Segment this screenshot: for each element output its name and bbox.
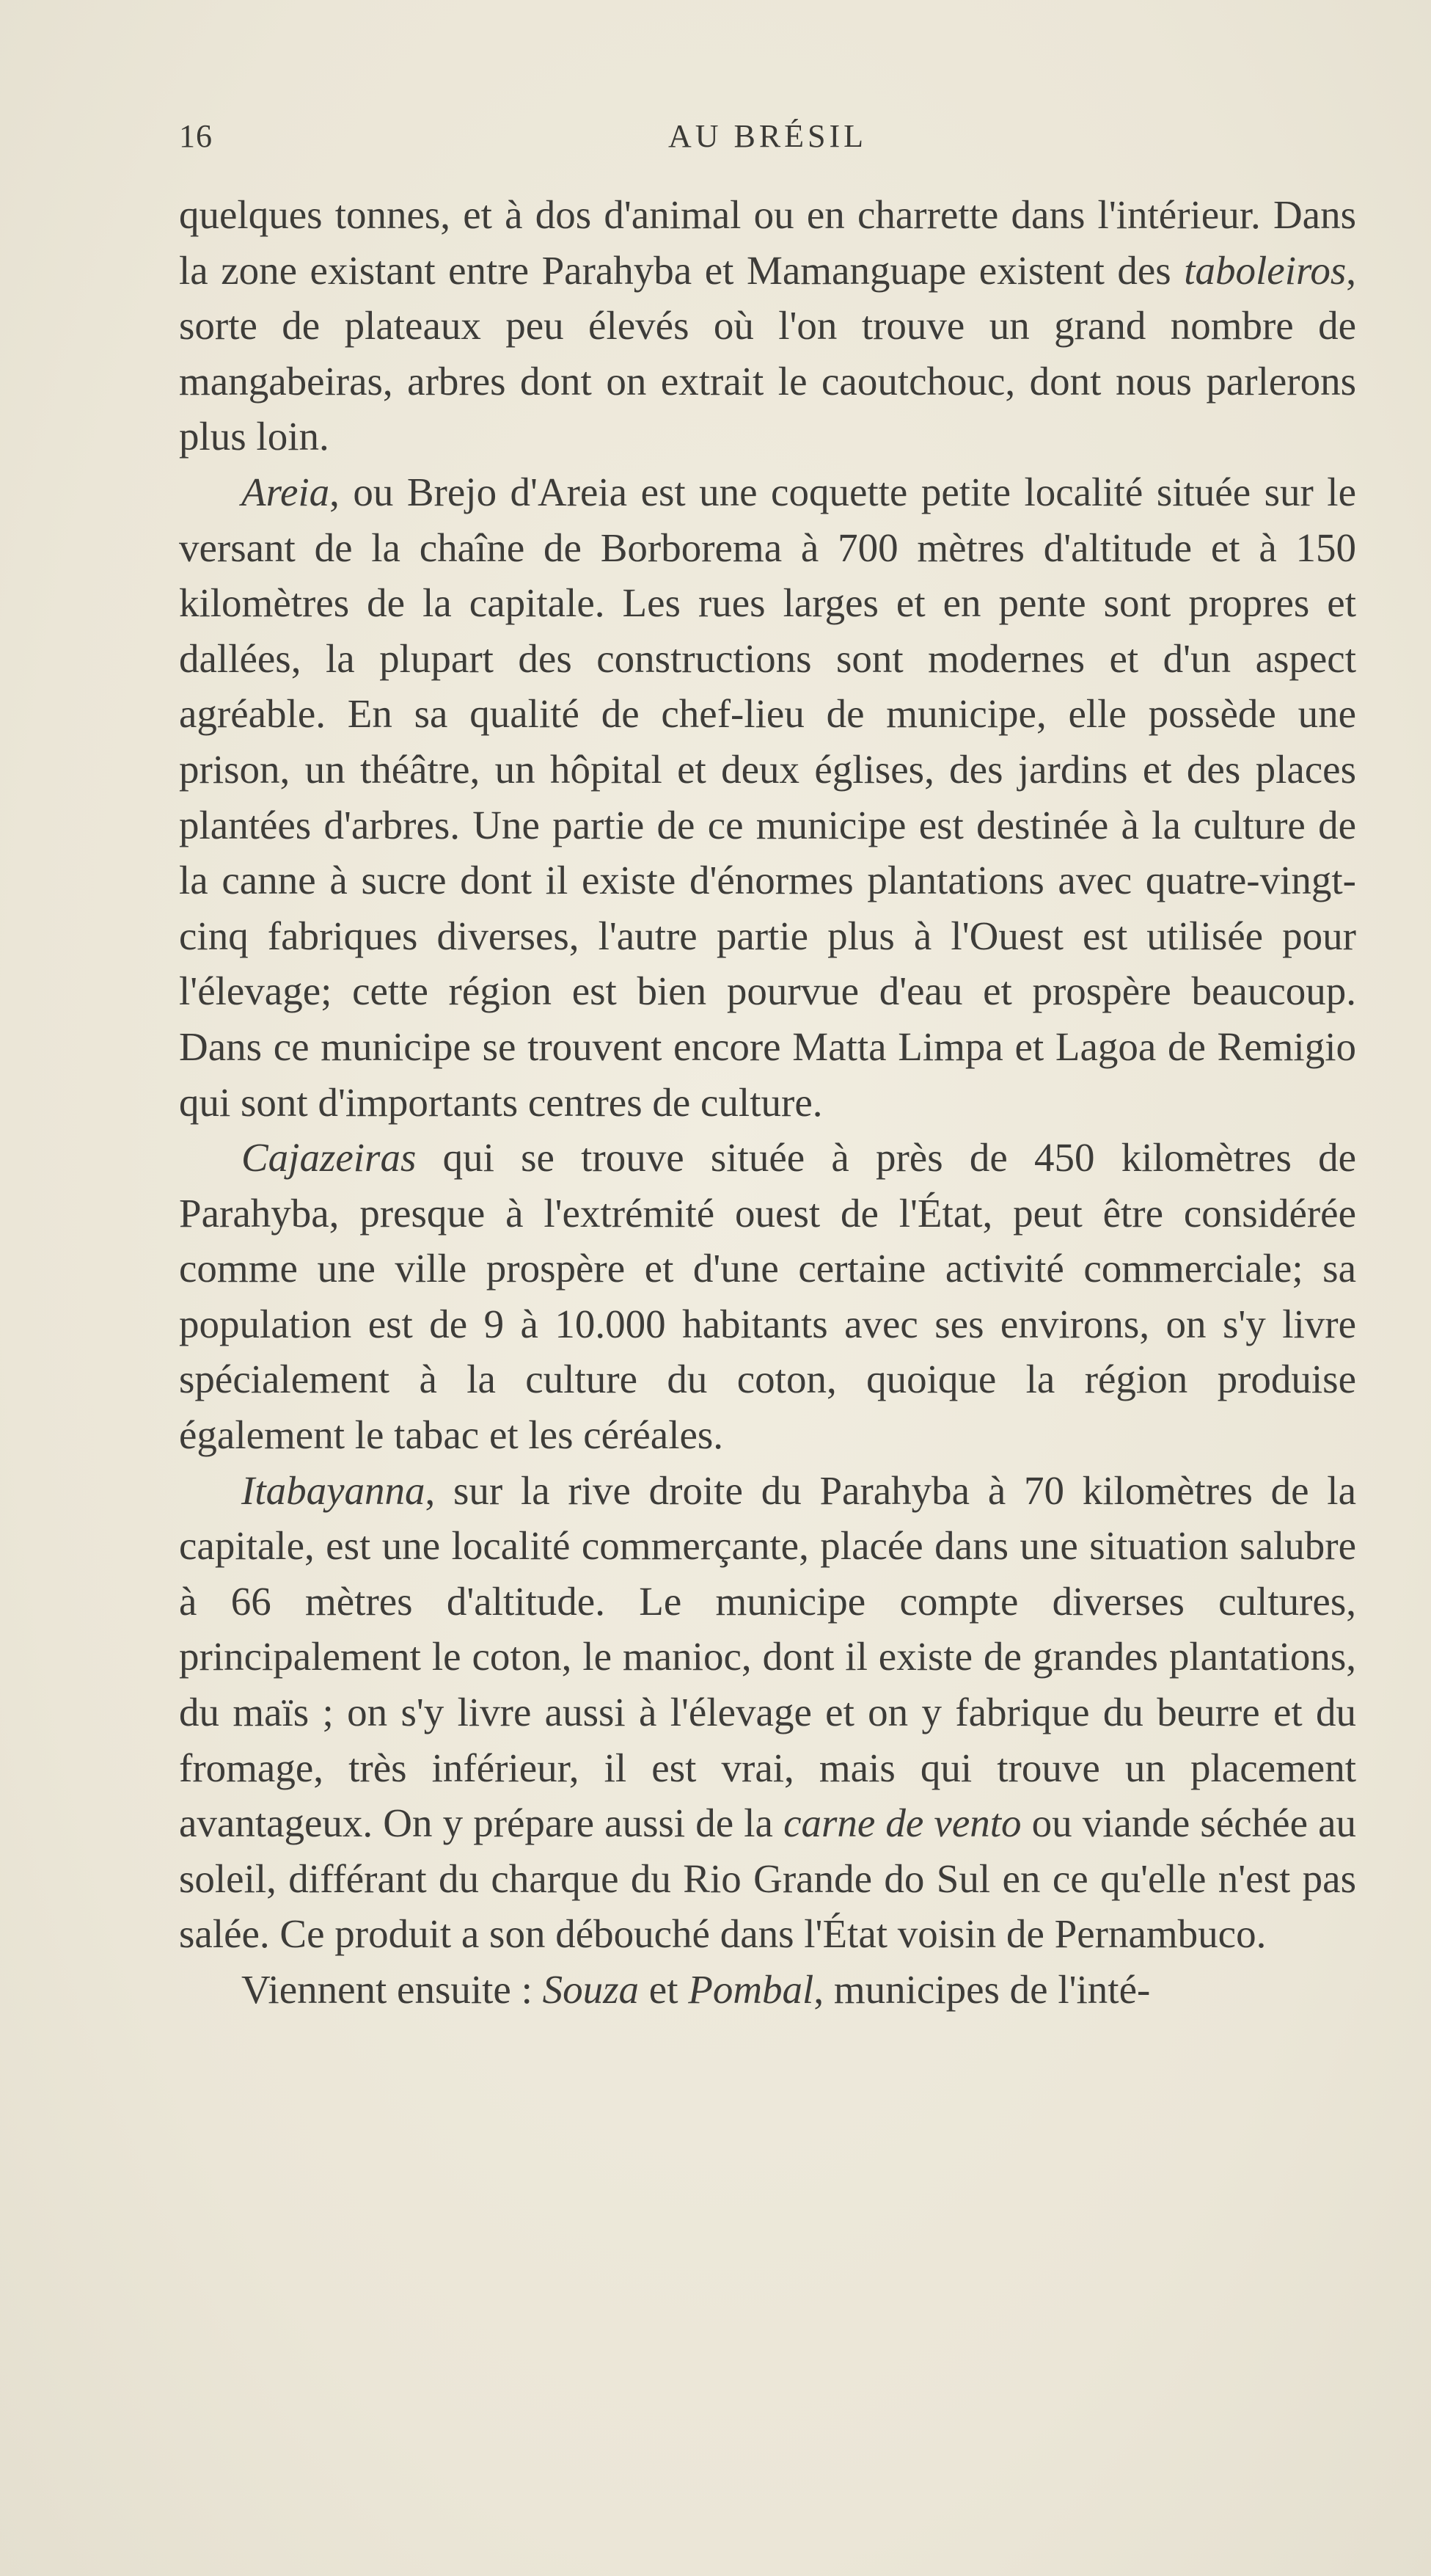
paragraph-text: , ou Brejo d'Areia est une coquette petite localité située sur le versant de la chaîne de Borborema à 700 mètres d'altitude et à 150 kilomètres de la capitale. Les rues larges et en pente sont propres et dallées, la plupart des constructions sont modernes et d'un aspect agréable. En sa qualité de chef-lieu de municipe, elle possède une prison, un théâtre, un hôpital et deux églises, des jardins et des places plantées d'arbres. Une partie de ce municipe est destinée à la culture de la canne à sucre dont il existe d'énormes plantations avec quatre-vingt-cinq fabriques diverses, l'autre partie plus à l'Ouest est utilisée pour l'élevage; cette région est bien pourvue d'eau et prospère beaucoup. Dans ce municipe se trouvent encore Matta Limpa et Lagoa de Remigio qui sont d'importants centres de culture.: [179, 469, 1356, 1125]
page-number: 16: [179, 118, 213, 154]
paragraph-text: quelques tonnes, et à dos d'animal ou en charrette dans l'intérieur. Dans la zone existant entre Parahyba et Mamanguape existent des: [179, 192, 1356, 293]
italic-place-pombal: Pombal: [688, 1967, 814, 2012]
paragraph-text: , sur la rive droite du Parahyba à 70 kilomètres de la capitale, est une localité commerçante, placée dans une situation salubre à 66 mètres d'altitude. Le municipe compte diverses cultures, principalement le coton, le manioc, dont il existe de grandes plantations, du maïs ; on s'y livre aussi à l'élevage et on y fabrique du beurre et du fromage, très inférieur, il est vrai, mais qui trouve un placement avantageux. On y prépare aussi de la: [179, 1467, 1356, 1846]
paragraph-text: Viennent ensuite :: [241, 1967, 543, 2012]
paragraph-text: ou viande séchée au soleil, différant du charque du Rio Grande do Sul en ce qu'elle n'est pas salée. Ce produit a son débouché dans l'État voisin de Pernambuco.: [179, 1800, 1356, 1957]
italic-place-itabayanna: Itabayanna: [241, 1467, 425, 1513]
italic-term-carne-de-vento: carne de vento: [783, 1800, 1022, 1846]
paragraph-souza-pombal: [179, 1962, 1356, 2018]
paragraph-cajazeiras: [179, 1130, 1356, 1463]
paragraph-text: , sorte de plateaux peu élevés où l'on trouve un grand nombre de mangabeiras, arbres dont on extrait le caoutchouc, dont nous parlerons plus loin.: [179, 247, 1356, 459]
italic-place-cajazeiras: Cajazeiras: [241, 1135, 417, 1181]
paragraph-text: et: [639, 1967, 689, 2012]
paragraph-text: qui se trouve située à près de 450 kilomètres de Parahyba, presque à l'extrémité ouest de l'État, peut être considérée comme une ville prospère et d'une certaine activité commerciale; sa population est de 9 à 10.000 habitants avec ses environs, on s'y livre spécialement à la culture du coton, quoique la région produise également le tabac et les céréales.: [179, 1135, 1356, 1458]
italic-place-souza: Souza: [542, 1967, 640, 2012]
italic-term-taboleiros: taboleiros: [1184, 247, 1347, 293]
paragraph-mangabeiras: [179, 187, 1356, 464]
page-header: [179, 117, 1356, 169]
italic-place-areia: Areia: [241, 469, 330, 514]
running-title: AU BRÉSIL: [667, 118, 868, 154]
paragraph-itabayanna: [179, 1463, 1356, 1962]
paragraph-text: , municipes de l'inté-: [813, 1967, 1151, 2012]
paragraph-areia: [179, 464, 1356, 1130]
body-text: [179, 187, 1356, 2018]
